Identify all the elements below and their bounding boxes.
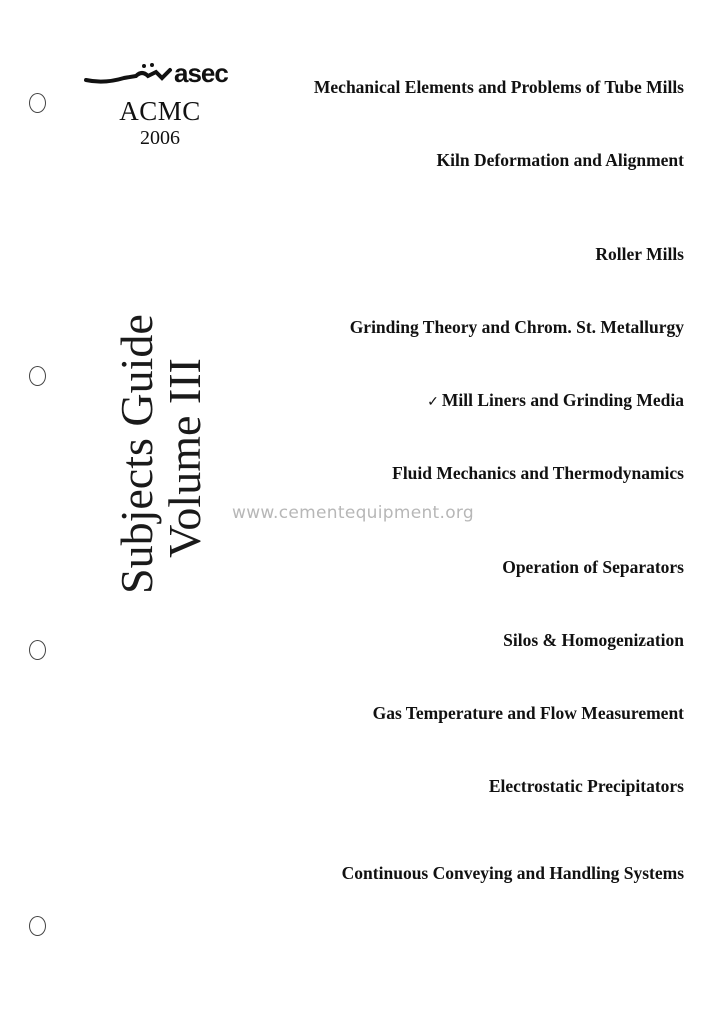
subject-3: Roller Mills [595, 244, 684, 264]
spine-title [107, 314, 215, 594]
handwritten-check-icon: ✓ [427, 395, 439, 410]
header-title: ACMC [119, 96, 201, 126]
subject-2: Kiln Deformation and Alignment [436, 150, 684, 170]
subject-5-label: Mill Liners and Grinding Media [441, 390, 684, 410]
subject-10: Electrostatic Precipitators [488, 776, 684, 796]
subject-5 [427, 390, 684, 411]
binder-hole-1 [29, 93, 46, 113]
binder-hole-3 [29, 640, 46, 660]
subject-1: Mechanical Elements and Problems of Tube Mills [313, 77, 684, 97]
subject-7: Operation of Separators [502, 557, 684, 577]
watermark: www.cementequipment.org [232, 503, 475, 523]
subject-8: Silos & Homogenization [503, 630, 684, 650]
subject-11: Continuous Conveying and Handling Systems [341, 863, 684, 883]
binder-hole-4 [29, 916, 46, 936]
binder-hole-2 [29, 366, 46, 386]
subject-6: Fluid Mechanics and Thermodynamics [392, 463, 684, 483]
subject-4: Grinding Theory and Chrom. St. Metallurgy [349, 317, 684, 337]
header-year: 2006 [140, 127, 180, 149]
subject-9: Gas Temperature and Flow Measurement [372, 703, 684, 723]
asec-logo [84, 58, 240, 86]
svg-text:asec: asec [174, 58, 228, 86]
spine-line-2: Volume III [159, 358, 210, 558]
spine-line-1: Subjects Guide [111, 314, 162, 594]
